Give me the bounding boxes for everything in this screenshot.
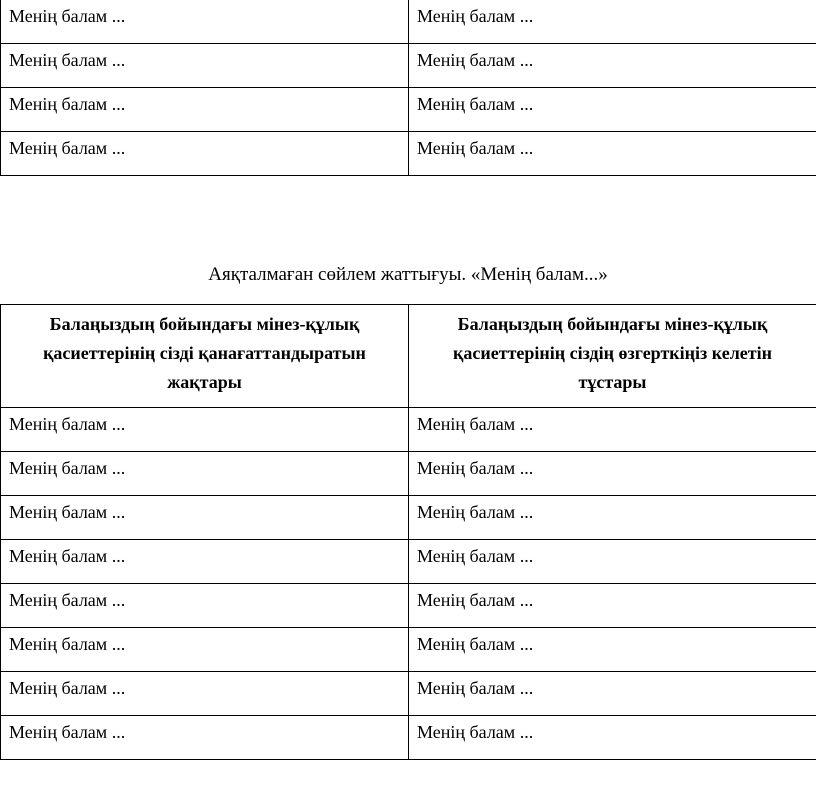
table-row — [1, 584, 816, 628]
top-table — [0, 0, 816, 176]
table-row — [1, 672, 816, 716]
table-cell: Менің балам ... — [1, 716, 409, 760]
table-cell: Менің балам ... — [409, 0, 816, 44]
table-cell: Менің балам ... — [1, 88, 409, 132]
table-row — [1, 0, 816, 44]
table-header-row — [1, 305, 816, 408]
table-cell: Менің балам ... — [409, 584, 816, 628]
table-cell: Менің балам ... — [409, 496, 816, 540]
table-row — [1, 716, 816, 760]
table-cell: Менің балам ... — [1, 132, 409, 176]
table-cell: Менің балам ... — [409, 408, 816, 452]
table-row — [1, 452, 816, 496]
table-cell: Менің балам ... — [1, 0, 409, 44]
table-cell: Менің балам ... — [409, 452, 816, 496]
table-cell: Менің балам ... — [1, 496, 409, 540]
column-header-satisfying-traits: Балаңыздың бойындағы мінез-құлық қасиеттерінің сізді қанағаттандыратын жақтары — [1, 305, 409, 408]
table-cell: Менің балам ... — [409, 716, 816, 760]
table-cell: Менің балам ... — [409, 628, 816, 672]
bottom-table — [0, 304, 816, 760]
table-cell: Менің балам ... — [1, 628, 409, 672]
table-cell: Менің балам ... — [409, 44, 816, 88]
table-row — [1, 408, 816, 452]
exercise-caption: Аяқталмаған сөйлем жаттығуы. «Менің балам...» — [208, 264, 608, 285]
table-cell: Менің балам ... — [409, 672, 816, 716]
table-cell: Менің балам ... — [1, 408, 409, 452]
table-cell: Менің балам ... — [1, 584, 409, 628]
table-cell: Менің балам ... — [409, 540, 816, 584]
table-cell: Менің балам ... — [1, 44, 409, 88]
table-row — [1, 496, 816, 540]
column-header-traits-to-change: Балаңыздың бойындағы мінез-құлық қасиеттерінің сіздің өзгерткіңіз келетін тұстары — [409, 305, 816, 408]
table-row — [1, 540, 816, 584]
table-cell: Менің балам ... — [1, 540, 409, 584]
table-row — [1, 44, 816, 88]
table-row — [1, 88, 816, 132]
table-cell: Менің балам ... — [409, 88, 816, 132]
table-cell: Менің балам ... — [1, 672, 409, 716]
table-row — [1, 132, 816, 176]
table-cell: Менің балам ... — [409, 132, 816, 176]
table-cell: Менің балам ... — [1, 452, 409, 496]
table-row — [1, 628, 816, 672]
